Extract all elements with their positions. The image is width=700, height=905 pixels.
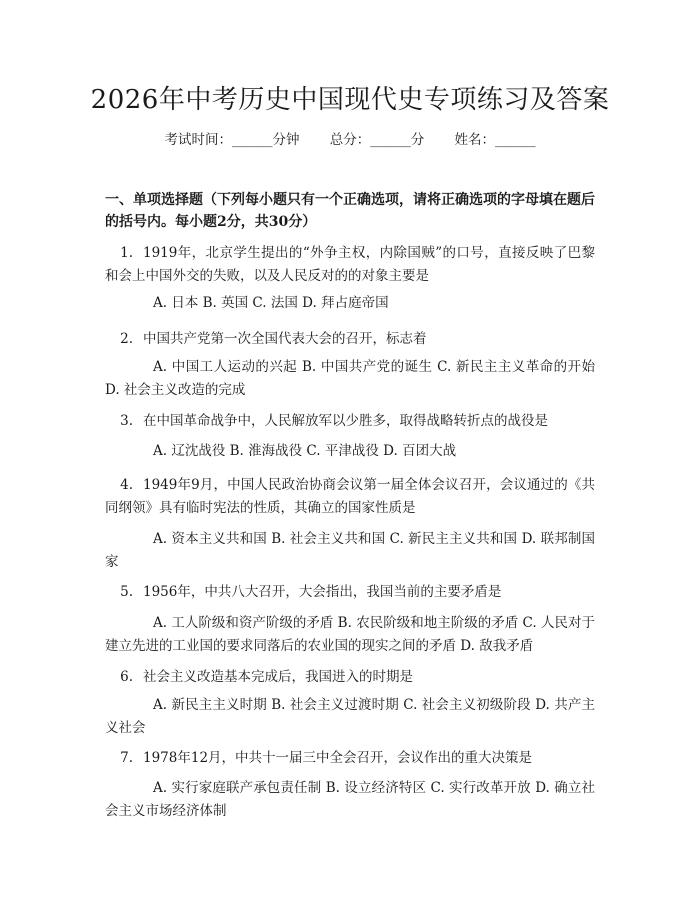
question-7-options bbox=[105, 777, 595, 823]
student-name: 姓名：______ bbox=[454, 132, 536, 148]
question-7 bbox=[105, 747, 595, 770]
question-stem: 1919年，北京学生提出的“外争主权，内除国贼”的口号，直接反映了巴黎和会上中国外交的失败，以及人民反对的的对象主要是 bbox=[105, 245, 595, 284]
question-6 bbox=[105, 666, 595, 689]
question-number: 2. bbox=[120, 331, 133, 347]
total-score: 总分：______分 bbox=[329, 132, 425, 148]
question-6-options bbox=[105, 694, 595, 740]
question-number: 3. bbox=[120, 413, 133, 429]
question-stem: 社会主义改造基本完成后，我国进入的时期是 bbox=[143, 669, 413, 685]
question-stem: 1978年12月，中共十一届三中全会召开，会议作出的重大决策是 bbox=[143, 750, 533, 766]
question-stem: 1949年9月，中国人民政治协商会议第一届全体会议召开，会议通过的《共同纲领》具有临时宪法的性质，其确立的国家性质是 bbox=[105, 477, 595, 516]
question-4-options bbox=[105, 528, 595, 574]
exam-time: 考试时间：______分钟 bbox=[164, 132, 300, 148]
exam-meta bbox=[0, 130, 700, 150]
question-stem: 1956年，中共八大召开，大会指出，我国当前的主要矛盾是 bbox=[143, 584, 502, 600]
question-1 bbox=[105, 242, 595, 288]
question-number: 6. bbox=[120, 669, 133, 685]
question-4 bbox=[105, 474, 595, 520]
options-text: A. 日本 B. 英国 C. 法国 D. 拜占庭帝国 bbox=[153, 295, 389, 311]
question-stem: 中国共产党第一次全国代表大会的召开，标志着 bbox=[143, 331, 427, 347]
options-text: A. 新民主主义时期 B. 社会主义过渡时期 C. 社会主义初级阶段 D. 共产主义社会 bbox=[105, 697, 595, 736]
options-text: A. 资本主义共和国 B. 社会主义共和国 C. 新民主主义共和国 D. 联邦制国家 bbox=[105, 531, 595, 570]
options-text: A. 辽沈战役 B. 淮海战役 C. 平津战役 D. 百团大战 bbox=[153, 443, 457, 459]
section-heading: 一、单项选择题（下列每小题只有一个正确选项，请将正确选项的字母填在题后的括号内。每小题2分，共30分） bbox=[105, 192, 595, 230]
question-5 bbox=[105, 581, 595, 604]
question-5-options bbox=[105, 612, 595, 658]
question-stem: 在中国革命战争中，人民解放军以少胜多，取得战略转折点的战役是 bbox=[143, 413, 548, 429]
options-text: A. 工人阶级和资产阶级的矛盾 B. 农民阶级和地主阶级的矛盾 C. 人民对于建立先进的工业国的要求同落后的农业国的现实之间的矛盾 D. 敌我矛盾 bbox=[105, 615, 595, 654]
options-text: A. 实行家庭联产承包责任制 B. 设立经济特区 C. 实行改革开放 D. 确立社会主义市场经济体制 bbox=[105, 780, 595, 819]
question-number: 7. bbox=[120, 750, 133, 766]
question-number: 4. bbox=[120, 477, 133, 493]
options-text: A. 中国工人运动的兴起 B. 中国共产党的诞生 C. 新民主主义革命的开始 D. 社会主义改造的完成 bbox=[105, 359, 595, 398]
question-2 bbox=[105, 328, 595, 351]
question-number: 1. bbox=[120, 245, 133, 261]
page-title: 2026年中考历史中国现代史专项练习及答案 bbox=[90, 85, 610, 115]
question-number: 5. bbox=[120, 584, 133, 600]
question-3-options bbox=[105, 440, 595, 463]
question-1-options bbox=[105, 292, 595, 315]
question-3 bbox=[105, 410, 595, 433]
question-2-options bbox=[105, 356, 595, 402]
